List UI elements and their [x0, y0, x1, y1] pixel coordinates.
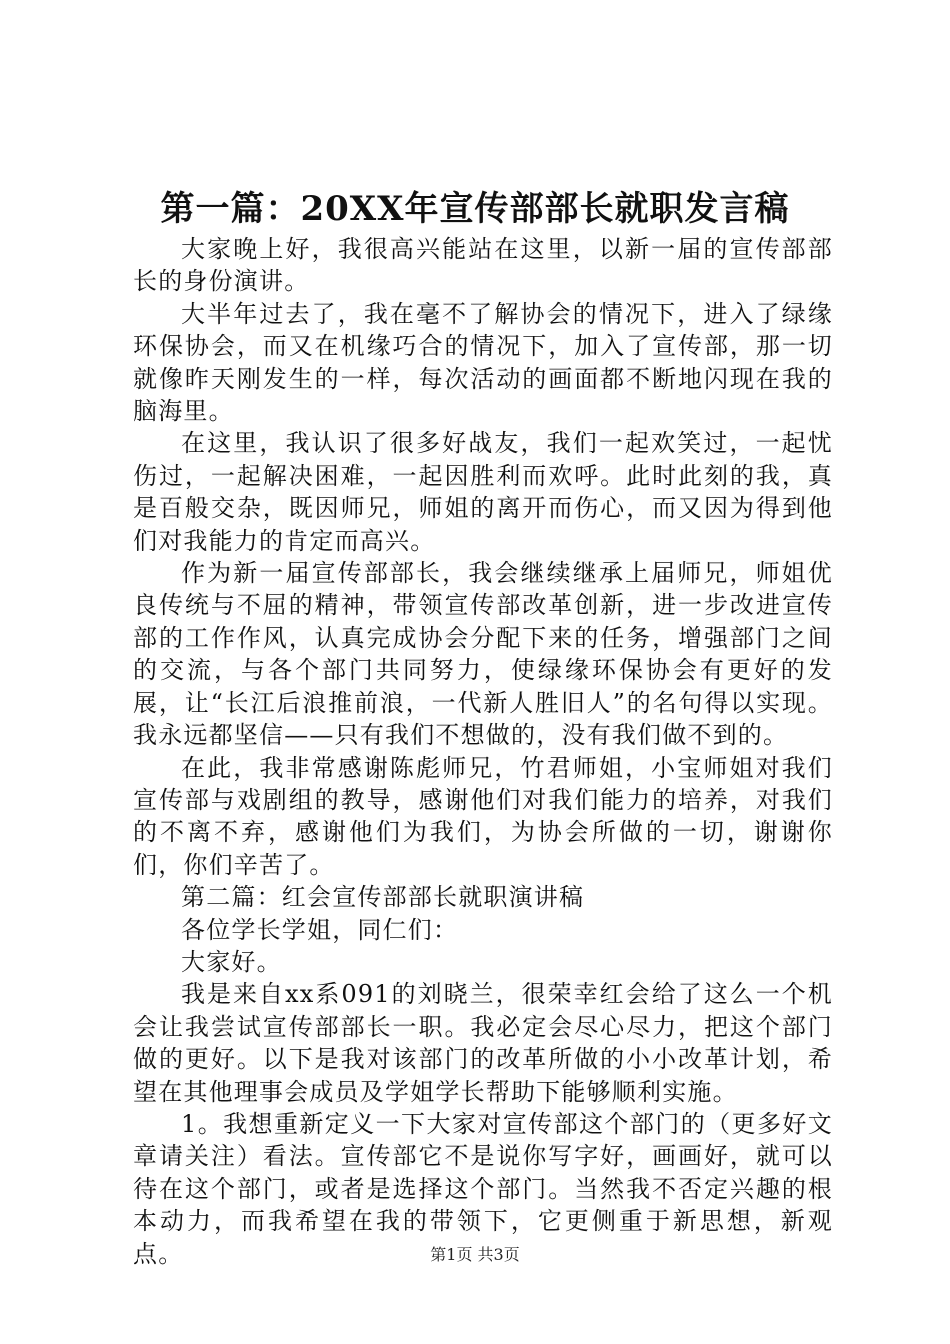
- greeting: 大家好。: [181, 947, 282, 976]
- paragraph-5: 在此，我非常感谢陈彪师兄，竹君师姐，小宝师姐对我们宣传部与戏剧组的教导，感谢他们对我们能力的培养，对我们的不离不弃，感谢他们为我们，为协会所做的一切，谢谢你们，你们辛苦了。: [133, 753, 833, 879]
- paragraph-4: 作为新一届宣传部部长，我会继续继承上届师兄，师姐优良传统与不屈的精神，带领宣传部改革创新，进一步改进宣传部的工作作风，认真完成协会分配下来的任务，增强部门之间的交流，与各个部门共同努力，使绿缘环保协会有更好的发展，让“长江后浪推前浪，一代新人胜旧人”的名句得以实现。我永远都坚信——只有我们不想做的，没有我们做不到的。: [133, 559, 833, 750]
- paragraph-10: 1。我想重新定义一下大家对宣传部这个部门的（更多好文章请关注）看法。宣传部它不是说你写字好，画画好，就可以待在这个部门，或者是选择这个部门。当然我不否定兴趣的根本动力，而我希望在我的带领下，它更侧重于新思想，新观点。: [133, 1109, 833, 1268]
- paragraph-3: 在这里，我认识了很多好战友，我们一起欢笑过，一起忧伤过，一起解决困难，一起因胜利而欢呼。此时此刻的我，真是百般交杂，既因师兄，师姐的离开而伤心，而又因为得到他们对我能力的肯定而高兴。: [133, 429, 833, 555]
- document-title: 第一篇：20XX年宣传部部长就职发言稿: [160, 189, 790, 229]
- document-body: [133, 233, 833, 1270]
- page-footer: 第1页 共3页: [430, 1245, 520, 1264]
- section-heading-2: 第二篇：红会宣传部部长就职演讲稿: [181, 883, 585, 912]
- paragraph-1: 大家晚上好，我很高兴能站在这里，以新一届的宣传部部长的身份演讲。: [133, 235, 833, 296]
- salutation: 各位学长学姐，同仁们：: [181, 915, 459, 944]
- paragraph-2: 大半年过去了，我在毫不了解协会的情况下，进入了绿缘环保协会，而又在机缘巧合的情况下，加入了宣传部，那一切就像昨天刚发生的一样，每次活动的画面都不断地闪现在我的脑海里。: [133, 299, 833, 426]
- paragraph-9: 我是来自xx系091的刘晓兰，很荣幸红会给了这么一个机会让我尝试宣传部部长一职。我必定会尽心尽力，把这个部门做的更好。以下是我对该部门的改革所做的小小改革计划，希望在其他理事会成员及学姐学长帮助下能够顺利实施。: [133, 980, 833, 1106]
